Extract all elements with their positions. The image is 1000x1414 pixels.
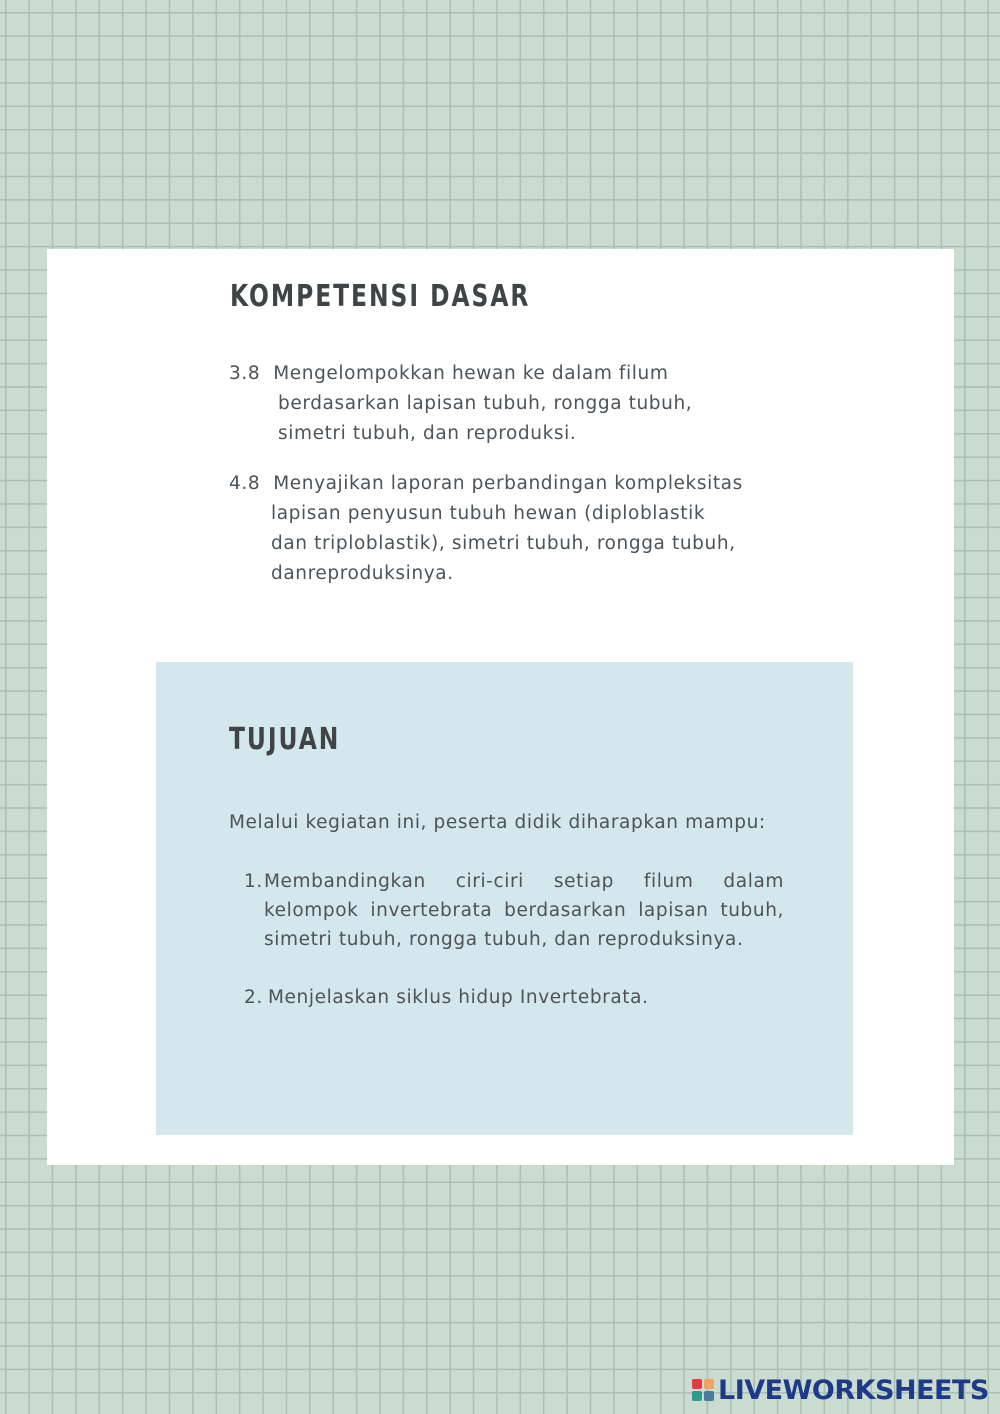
objective-number: 1. bbox=[244, 871, 263, 892]
competency-line: berdasarkan lapisan tubuh, rongga tubuh, bbox=[278, 393, 693, 414]
competency-line: danreproduksinya. bbox=[271, 563, 454, 584]
competency-line: lapisan penyusun tubuh hewan (diploblastik bbox=[271, 503, 706, 524]
objective-item bbox=[244, 983, 784, 1012]
competency-line: Mengelompokkan hewan ke dalam filum bbox=[273, 363, 669, 384]
competency-item bbox=[229, 359, 692, 449]
competency-number: 4.8 bbox=[229, 473, 261, 494]
competency-number: 3.8 bbox=[229, 363, 261, 384]
objective-text: Membandingkan ciri-ciri setiap filum dalam kelompok invertebrata berdasarkan lapisan tubuh, simetri tubuh, rongga tubuh, dan reproduksinya. bbox=[264, 871, 784, 950]
objectives-title: TUJUAN bbox=[229, 722, 341, 757]
competency-line: dan triploblastik), simetri tubuh, rongga tubuh, bbox=[271, 533, 736, 554]
logo-text: LIVEWORKSHEETS bbox=[718, 1374, 989, 1406]
competency-line: Menyajikan laporan perbandingan kompleksitas bbox=[273, 473, 743, 494]
objectives-list bbox=[244, 867, 784, 1012]
objectives-intro: Melalui kegiatan ini, peserta didik diharapkan mampu: bbox=[229, 812, 766, 833]
competency-line: simetri tubuh, dan reproduksi. bbox=[278, 423, 577, 444]
objective-item bbox=[244, 867, 784, 954]
competencies-title: KOMPETENSI DASAR bbox=[230, 279, 531, 314]
liveworksheets-logo-icon bbox=[692, 1379, 714, 1401]
objective-number: 2. bbox=[244, 987, 263, 1008]
liveworksheets-logo bbox=[692, 1372, 989, 1408]
objectives-box bbox=[156, 662, 853, 1135]
objective-text: Menjelaskan siklus hidup Invertebrata. bbox=[268, 987, 649, 1008]
competency-item bbox=[229, 469, 743, 589]
content-card bbox=[47, 249, 954, 1165]
